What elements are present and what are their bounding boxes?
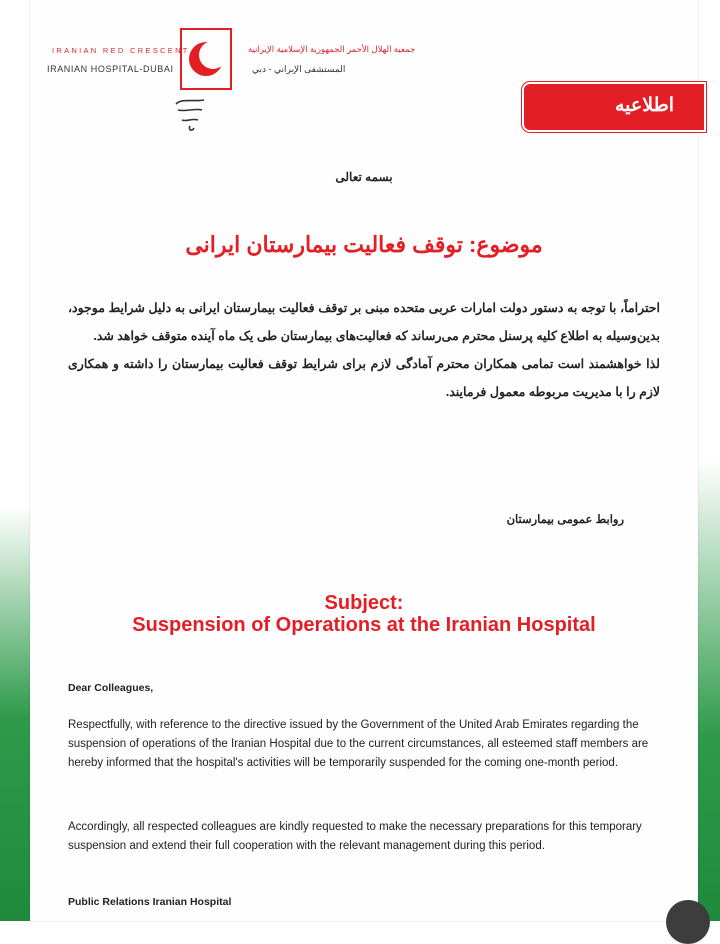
letter-page [30,0,698,921]
english-signature: Public Relations Iranian Hospital [68,896,232,908]
hospital-name-en: IRANIAN HOSPITAL-DUBAI [47,64,174,74]
calligraphy-logo-icon [172,94,208,134]
org-name-en: IRANIAN RED CRESCENT [52,46,190,55]
english-paragraph-2: Accordingly, all respected colleagues are kindly requested to make the necessary preparations for this temporary suspension and extend their full cooperation with the relevant management during this period. [68,821,642,852]
announcement-badge [522,82,706,132]
org-name-ar: جمعية الهلال الأحمر الجمهورية الإسلامية الإيرانية [248,44,416,54]
persian-subject: موضوع: توقف فعالیت بیمارستان ایرانی [185,232,543,257]
english-greeting: Dear Colleagues, [68,682,154,694]
english-subject-title: Suspension of Operations at the Iranian Hospital [132,614,596,636]
red-crescent-logo-icon [180,28,232,90]
persian-signature: روابط عمومی بیمارستان [506,514,624,526]
basmala: بسمه تعالی [335,170,393,184]
background-green-left [0,0,32,921]
english-subject-label: Subject: [324,592,404,614]
english-paragraph-1: Respectfully, with reference to the directive issued by the Government of the United Arab Emirates regarding the suspension of operations of the Iranian Hospital due to the current circumstances, all esteemed staff members are hereby informed that the hospital's activities will be temporarily suspended for the coming one-month period. [68,719,649,769]
hospital-name-ar: المستشفى الإيراني - دبي [252,64,346,74]
corner-overlay-button[interactable] [666,900,710,944]
announcement-badge-label: اطلاعیه [615,95,674,116]
persian-paragraph-2: لذا خواهشمند است تمامی همکاران محترم آمادگی لازم برای شرایط توقف فعالیت بیمارستان را داشته و همکاری لازم را با مدیریت مربوطه معمول فرمایند. [68,357,660,399]
persian-body [68,294,660,406]
persian-paragraph-1: احتراماً، با توجه به دستور دولت امارات عربی متحده مبنی بر توقف فعالیت بیمارستان ایرانی به دلیل شرایط موجود، بدین‌وسیله به اطلاع کلیه پرسنل محترم می‌رساند که فعالیت‌های بیمارستان طی یک ماه آینده متوقف خواهد شد. [68,301,660,343]
